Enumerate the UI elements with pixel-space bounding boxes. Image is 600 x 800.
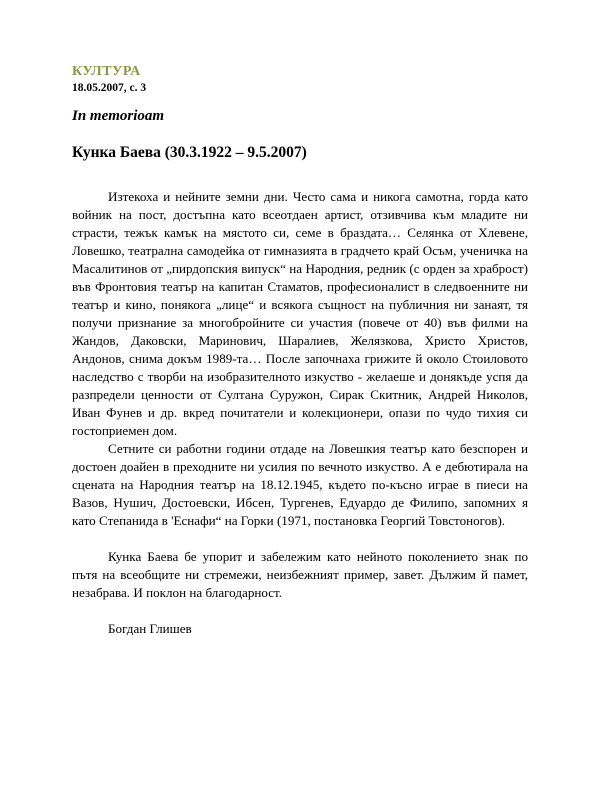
paragraph-spacer [72, 602, 528, 620]
author-signature: Богдан Глишев [108, 621, 192, 636]
article-body [72, 188, 528, 638]
paragraph-1: Изтекоха и нейните земни дни. Често сама и никога самотна, горда като войник на пост, достъпна като всеотдаен артист, отзивчива към младите ни страсти, тежък камък на мястото си, семе в браздата… Селянка от Хлевене, Ловешко, театрална самодейка от гимназията в градчето край Осъм, ученичка на Масалитинов от „пирдопския випуск“ на Народния, редник (с орден за храброст) във Фронтовия театър на капитан Стаматов, професионалист в следвоенните ни театър и кино, понякога „лице“ и всякога същност на публичния ни занаят, тя получи признание за многобройните си участия (повече от 40) във филми на Жандов, Даковски, Маринович, Шаралиев, Желязкова, Христо Христов, Андонов, снима докъм 1989-та… После започнаха грижите й около Стоиловото наследство с творби на изобразителното изкуство - желаеше и донякъде успя да разпредели ценности от Султана Суружон, Сирак Скитник, Андрей Николов, Иван Фунев и др. вкред почитатели и колекционери, опази по чудо тихия си гостоприемен дом. [72, 189, 528, 438]
article-title: Кунка Баева (30.3.1922 – 9.5.2007) [72, 144, 307, 161]
paragraph-spacer [72, 530, 528, 548]
paragraph-3: Кунка Баева бе упорит и забележим като нейното поколението знак по пътя на всеобщите ни стремежи, неизбежният пример, завет. Дължим й памет, незабрава. И поклон на благодарност. [72, 549, 528, 600]
section-heading: In memorioam [72, 108, 165, 124]
paragraph-2: Сетните си работни години отдаде на Ловешкия театър като безспорен и достоен доайен в преходните ни усилия по вечното изкуство. А е дебютирала на сцената на Народния театър на 18.12.1945, където по-късно играе в пиеси на Вазов, Нушич, Достоевски, Ибсен, Тургенев, Едуардо де Филипо, запомних я като Степанида в 'Еснафи“ на Горки (1971, постановка Георгий Товстоногов). [72, 441, 528, 528]
newspaper-logo: КУЛТУРА [72, 64, 141, 79]
dateline: 18.05.2007, с. 3 [72, 82, 147, 94]
